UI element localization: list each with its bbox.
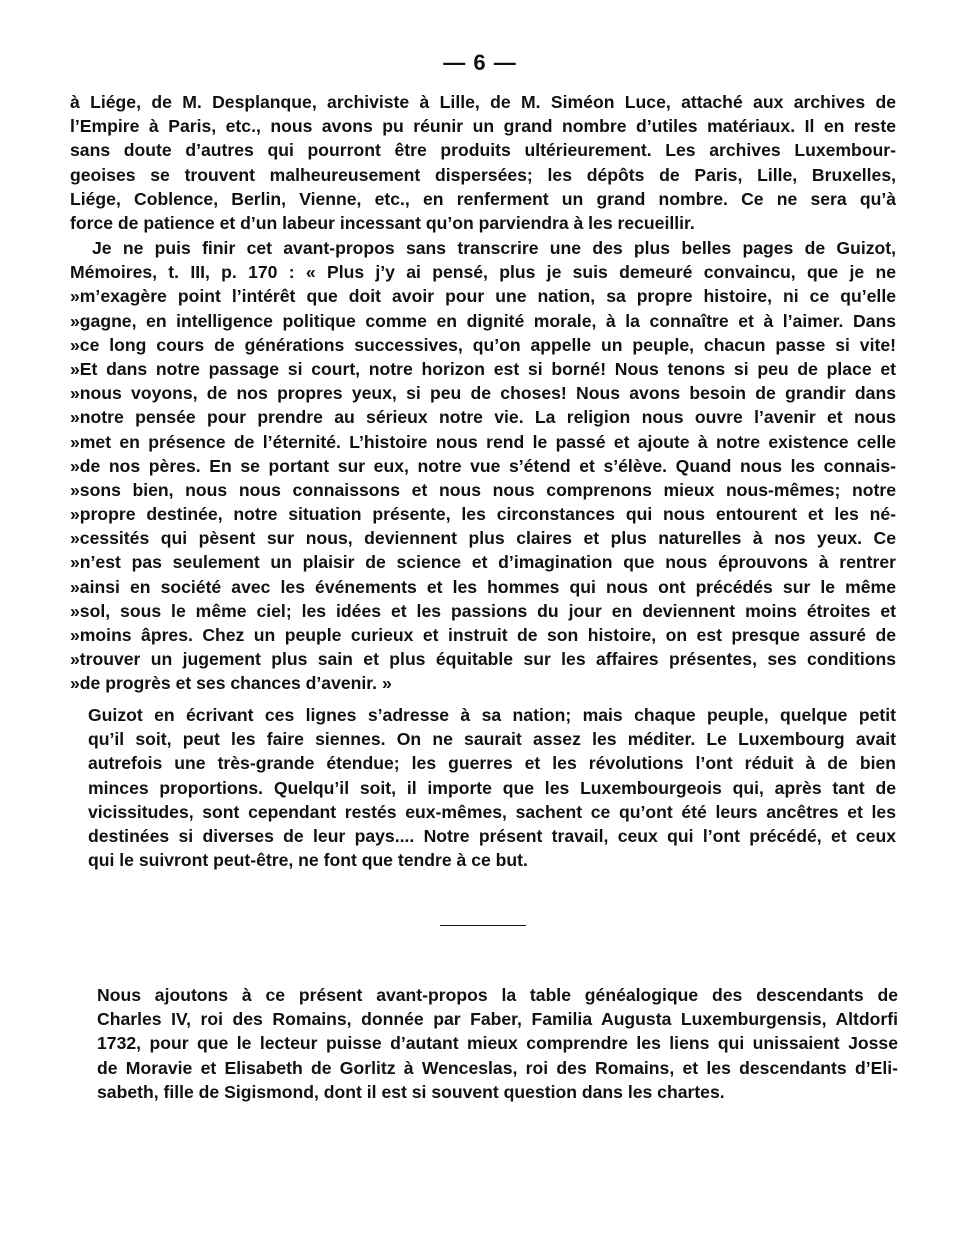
text-line: »de progrès et ses chances d’avenir. »	[70, 673, 392, 694]
text-line: »moins âpres. Chez un peuple curieux et instruit de son histoire, on est presque assuré de	[70, 625, 896, 645]
paragraph-guizot-quote	[70, 236, 896, 696]
text-line: Liége, Coblence, Berlin, Vienne, etc., en renferment un grand nombre. Ce ne sera qu’à	[70, 188, 896, 209]
text-line: minces proportions. Quelqu’il soit, il importe que les Luxembourgeois qui, après tant de	[88, 777, 896, 798]
text-line: Nous ajoutons à ce présent avant-propos la table généalogique des descendants de	[97, 985, 898, 1005]
text-line: »de nos pères. En se portant sur eux, notre vue s’étend et s’élève. Quand nous les connais-	[70, 455, 896, 476]
text-line: »cessités qui pèsent sur nous, deviennent plus claires et plus naturelles à nos yeux. Ce	[70, 528, 896, 549]
text-line: qu’il soit, peut les faire siennes. On ne saurait assez les méditer. Le Luxembourg avait	[88, 729, 896, 750]
text-line: »ce long cours de générations successives, qu’on appelle un peuple, chacun passe si vite!	[70, 334, 896, 355]
page-number: — 6 —	[443, 50, 517, 75]
text-line: »trouver un jugement plus sain et plus équitable sur les affaires présentes, ses conditions	[70, 649, 896, 670]
text-line: »notre pensée pour prendre au sérieux notre vie. La religion nous ouvre l’avenir et nous	[70, 407, 896, 428]
text-line: qui le suivront peut-être, ne font que tendre à ce but.	[88, 850, 528, 871]
paragraph-genealogy-note	[97, 983, 898, 1104]
text-line: »gagne, en intelligence politique comme en dignité morale, à la connaître et à l’aimer. Dans	[70, 310, 896, 331]
text-line: »met en présence de l’éternité. L’histoire nous rend le passé et ajoute à notre existence celle	[70, 431, 896, 452]
text-line: à Liége, de M. Desplanque, archiviste à Lille, de M. Siméon Luce, attaché aux archives de	[70, 92, 896, 112]
text-line: destinées si diverses de leur pays.... Notre présent travail, ceux qui l’ont précédé, et ceux	[88, 825, 896, 846]
text-line: Je ne puis finir cet avant-propos sans transcrire une des plus belles pages de Guizot,	[92, 238, 896, 258]
text-line: »sol, sous le même ciel; les idées et les passions du jour en deviennent moins étroites et	[70, 600, 896, 621]
text-line: Guizot en écrivant ces lignes s’adresse à sa nation; mais chaque peuple, quelque petit	[88, 705, 896, 725]
text-line: »propre destinée, notre situation présente, les circonstances qui nous entourent et les né-	[70, 504, 896, 525]
text-line: »sons bien, nous nous connaissons et nous nous comprenons mieux nous-mêmes; notre	[70, 479, 896, 500]
paragraph-guizot-commentary	[88, 703, 896, 872]
text-line: »m’exagère point l’intérêt que doit avoir pour une nation, sa propre histoire, ni ce qu’elle	[70, 286, 896, 307]
paragraph-archives	[70, 90, 896, 235]
text-line: »ainsi en société avec les événements et les hommes qui nous ont précédés sur le même	[70, 576, 896, 597]
text-line: »n’est pas seulement un plaisir de science et d’imagination que nous éprouvons à rentrer	[70, 552, 896, 573]
text-line: force de patience et d’un labeur incessant qu’on parviendra à les recueillir.	[70, 212, 695, 233]
text-line: 1732, pour que le lecteur puisse d’autant mieux comprendre les liens qui unissaient Josse	[97, 1033, 898, 1054]
text-line: Mémoires, t. III, p. 170 : « Plus j’y ai pensé, plus je suis demeuré convaincu, que je ne	[70, 262, 896, 283]
text-line: geoises se trouvent malheureusement dispersées; les dépôts de Paris, Lille, Bruxelles,	[70, 164, 896, 185]
text-line: »nous voyons, de nos propres yeux, si peu de choses! Nous avons besoin de grandir dans	[70, 383, 896, 404]
text-line: de Moravie et Elisabeth de Gorlitz à Wenceslas, roi des Romains, et les descendants d’Eli-	[97, 1057, 898, 1078]
text-line: l’Empire à Paris, etc., nous avons pu réunir un grand nombre d’utiles matériaux. Il en reste	[70, 116, 896, 137]
text-line: »Et dans notre passage si court, notre horizon est si borné! Nous tenons si peu de place et	[70, 358, 896, 379]
text-line: autrefois une très-grande étendue; les guerres et les révolutions l’ont réduit à de bien	[88, 753, 896, 774]
text-line: sans doute d’autres qui pourront être produits ultérieurement. Les archives Luxembour-	[70, 140, 896, 161]
section-divider	[440, 925, 526, 926]
text-line: vicissitudes, sont cependant restés eux-mêmes, sachent ce qu’ont été leurs ancêtres et les	[88, 801, 896, 822]
text-line: Charles IV, roi des Romains, donnée par Faber, Familia Augusta Luxemburgensis, Altdorfi	[97, 1009, 898, 1030]
text-line: sabeth, fille de Sigismond, dont il est si souvent question dans les chartes.	[97, 1081, 725, 1102]
